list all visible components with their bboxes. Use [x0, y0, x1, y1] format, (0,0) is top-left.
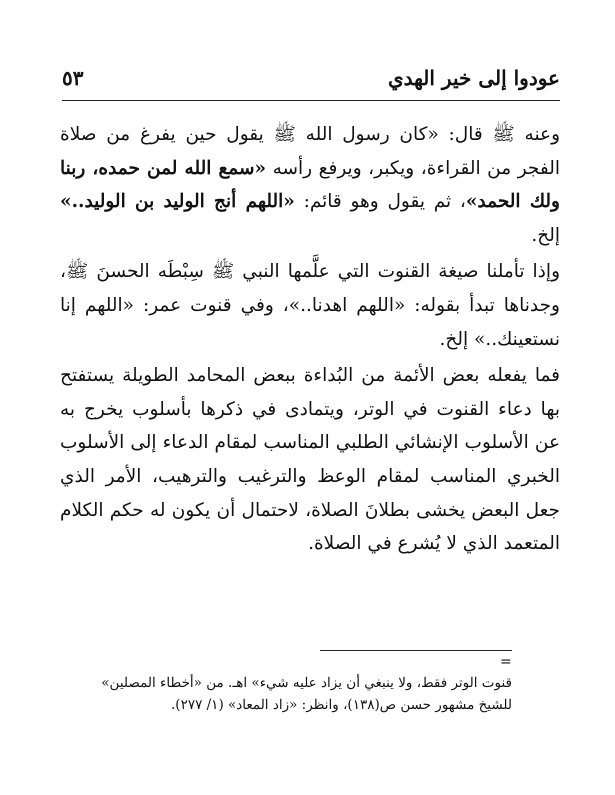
page-number: ٥٣ [62, 66, 84, 90]
paragraph-1-quote-1: «سمع الله لمن حمده، ربنا ولك الحمد» [60, 157, 560, 213]
main-text [60, 118, 560, 561]
paragraph-2: وإذا تأملنا صيغة القنوت التي علَّمها النبي ﷺ سِبْطَه الحسنَ ﷺ، وجدناها تبدأ بقوله: «اللهم اهدنا..»، وفي قنوت عمر: «اللهم إنا نستعينك..» إلخ. [60, 261, 560, 350]
paragraph-1 [60, 118, 560, 252]
paragraph-1-part-5: إلخ. [531, 224, 560, 246]
footnote-divider [320, 650, 512, 651]
footnote [96, 672, 512, 716]
header-divider [62, 100, 560, 101]
footnote-line-1: قنوت الوتر فقط، ولا ينبغي أن يزاد عليه شيء» اهـ. من «أخطاء المصلين» [101, 675, 512, 691]
running-title: عودوا إلى خير الهدي [387, 66, 560, 90]
paragraph-1-part-3: ، ثم يقول وهو قائم: [294, 191, 466, 213]
paragraph-3: فما يفعله بعض الأئمة من البُداءة ببعض المحامد الطويلة يستفتح بها دعاء القنوت في الوتر، ويتمادى في ذكرها بأسلوب يخرج به عن الأسلوب الإنشائي الطلبي المناسب لمقام الدعاء إلى الأسلوب الخبري المناسب لمقام الوعظ والترغيب والترهيب، الأمر الذي جعل البعض يخشى بطلانَ الصلاة، لاحتمال أن يكون له حكم الكلام المتعمد الذي لا يُشرع في الصلاة. [60, 365, 560, 555]
paragraph-1-part-1: وعنه ﷺ قال: «كان رسول الله ﷺ يقول حين يفرغ من صلاة الفجر من القراءة، ويكبر، ويرفع رأسه [60, 124, 560, 179]
footnote-line-2: للشيخ مشهور حسن ص(١٣٨)، وانظر: «زاد المعاد» (١/ ٢٧٧). [171, 697, 512, 713]
page-header [62, 62, 560, 94]
footnote-continuation-mark: = [500, 654, 512, 670]
paragraph-1-quote-2: «اللهم أنج الوليد بن الوليد..» [60, 191, 295, 213]
